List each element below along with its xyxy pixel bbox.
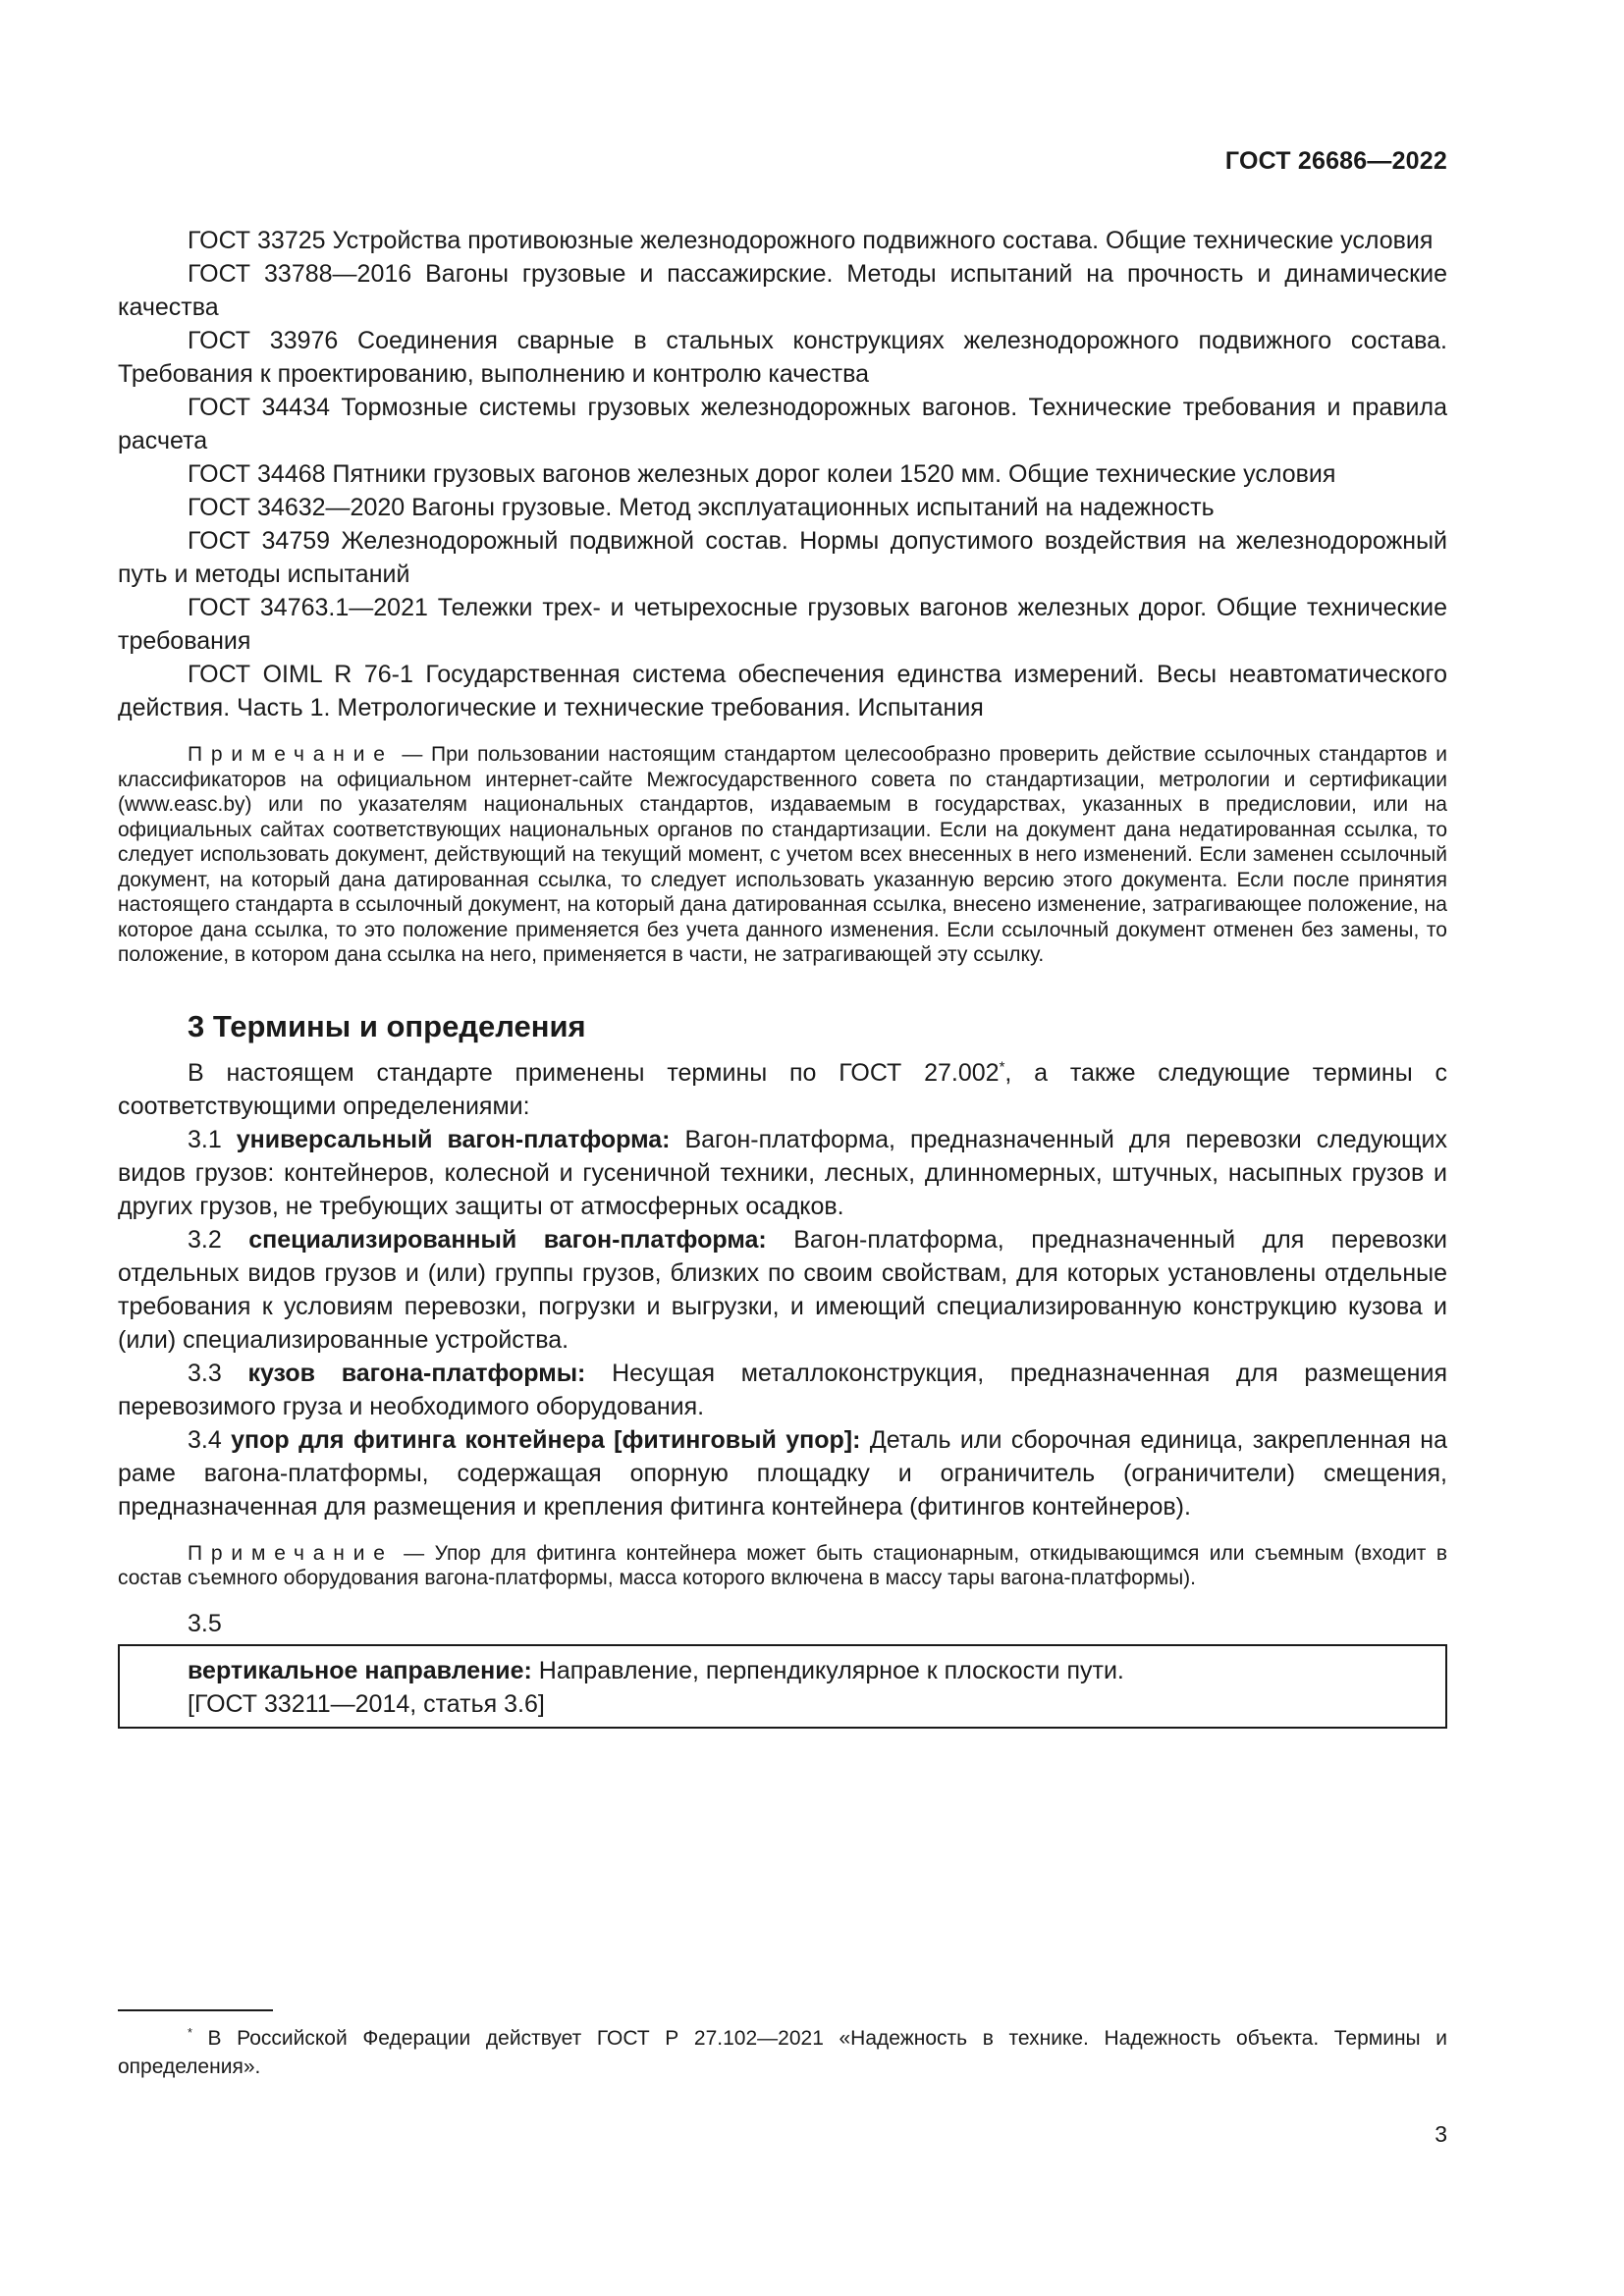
- term-name: вертикальное направление:: [188, 1656, 532, 1684]
- reference-item: ГОСТ 33725 Устройства противоюзные железнодорожного подвижного состава. Общие технические условия: [188, 227, 1434, 254]
- term-definition: Направление, перпендикулярное к плоскости пути.: [531, 1656, 1124, 1684]
- term-number: 3.1: [188, 1125, 237, 1153]
- term-definition: Вагон-платформа, предназначенный для перевозки отдельных видов грузов и (или) группы грузов, близких по своим свойствам, для которых установлены отдельные требования к условиям перевозки, погрузки и выгрузки, и имеющий специализированную конструкцию кузова и (или) специализированные устройства.: [118, 1225, 1448, 1354]
- term-entry: [118, 1423, 1447, 1523]
- reference-item: ГОСТ 33976 Соединения сварные в стальных конструкциях железнодорожного подвижного состава. Требования к проектированию, выполнению и контролю качества: [118, 327, 1447, 388]
- term-name: кузов вагона-платформы:: [247, 1359, 586, 1387]
- page-number: 3: [1435, 2121, 1447, 2147]
- term-number: 3.5: [188, 1609, 222, 1637]
- term-definition: Несущая металлоконструкция, предназначенная для размещения перевозимого груза и необходимого оборудования.: [118, 1359, 1447, 1420]
- reference-item: ГОСТ 34434 Тормозные системы грузовых железнодорожных вагонов. Технические требования и правила расчета: [118, 394, 1447, 454]
- note-text: — При пользовании настоящим стандартом целесообразно проверить действие ссылочных стандартов и классификаторов на официальном интернет-сайте Межгосударственного совета по стандартизации, метрологии и сертификации (www.easc.by) или по указателям национальных стандартов, издаваемым в государствах, указанных в предисловии, или на официальных сайтах соответствующих национальных органов по стандартизации. Если на документ дана недатированная ссылка, то следует использовать документ, действующий на текущий момент, с учетом всех внесенных в него изменений. Если заменен ссылочный документ, на который дана датированная ссылка, то следует использовать указанную версию этого документа. Если после принятия настоящего стандарта в ссылочный документ, на который дана датированная ссылка, внесено изменение, затрагивающее положение, на которое дана ссылка, то это положение применяется без учета данного изменения. Если ссылочный документ отменен без замены, то положение, в котором дана ссылка на него, применяется в части, не затрагивающей эту ссылку.: [118, 743, 1447, 966]
- note-label: Примечание: [188, 743, 394, 766]
- note-text: — Упор для фитинга контейнера может быть стационарным, откидывающимся или съемным (входит в состав съемного оборудования вагона-платформы, масса которого включена в массу тары вагона-платформы).: [118, 1541, 1447, 1589]
- term-source: [ГОСТ 33211—2014, статья 3.6]: [188, 1689, 545, 1718]
- reference-item: ГОСТ OIML R 76-1 Государственная система обеспечения единства измерений. Весы неавтоматического действия. Часть 1. Метрологические и технические требования. Испытания: [118, 661, 1447, 721]
- section-title: 3 Термины и определения: [188, 1008, 586, 1043]
- reference-item: ГОСТ 34759 Железнодорожный подвижной состав. Нормы допустимого воздействия на железнодорожный путь и методы испытаний: [118, 527, 1447, 588]
- reference-item: ГОСТ 33788—2016 Вагоны грузовые и пассажирские. Методы испытаний на прочность и динамические качества: [118, 260, 1447, 321]
- section-intro: [118, 1056, 1447, 1123]
- footnote-marker: *: [999, 1058, 1005, 1076]
- intro-text: В настоящем стандарте применены термины по ГОСТ 27.002: [188, 1058, 1000, 1087]
- term-number: 3.2: [188, 1225, 249, 1254]
- term-name: универсальный вагон-платформа:: [236, 1125, 671, 1153]
- reference-item: ГОСТ 34632—2020 Вагоны грузовые. Метод эксплуатационных испытаний на надежность: [188, 494, 1215, 521]
- quoted-term-box: [118, 1644, 1447, 1729]
- reference-item: ГОСТ 34468 Пятники грузовых вагонов железных дорог колеи 1520 мм. Общие технические условия: [188, 460, 1336, 488]
- footnote-marker: *: [188, 2026, 192, 2040]
- term-entry: [118, 1357, 1447, 1423]
- term-name: специализированный вагон-платформа:: [248, 1225, 767, 1254]
- intro-text-cont: , а также следующие термины с соответствующими определениями:: [118, 1058, 1447, 1120]
- references-note: [118, 742, 1447, 968]
- normative-references-list: [118, 224, 1447, 724]
- footnote-text: В Российской Федерации действует ГОСТ Р 27.102—2021 «Надежность в технике. Надежность объекта. Термины и определения».: [118, 2027, 1447, 2078]
- term-name: упор для фитинга контейнера [фитинговый упор]:: [231, 1425, 861, 1454]
- document-header: ГОСТ 26686—2022: [1224, 147, 1447, 175]
- footnote-divider: [118, 2009, 273, 2011]
- term-number: 3.4: [188, 1425, 232, 1454]
- term-definition: Вагон-платформа, предназначенный для перевозки следующих видов грузов: контейнеров, колесной и гусеничной техники, лесных, длинномерных, штучных, насыпных грузов и других грузов, не требующих защиты от атмосферных осадков.: [118, 1125, 1448, 1220]
- reference-item: ГОСТ 34763.1—2021 Тележки трех- и четырехосные грузовых вагонов железных дорог. Общие технические требования: [118, 594, 1447, 655]
- boxed-term-line: [134, 1654, 1432, 1687]
- term-definition: Деталь или сборочная единица, закрепленная на раме вагона-платформы, содержащая опорную площадку и ограничитель (ограничители) смещения, предназначенная для размещения и крепления фитинга контейнера (фитингов контейнеров).: [118, 1425, 1447, 1521]
- note-label: Примечание: [188, 1541, 394, 1565]
- term-entry: [118, 1223, 1447, 1357]
- page-content: [118, 224, 1447, 1729]
- term-entry: [118, 1123, 1447, 1223]
- term-number: 3.3: [188, 1359, 248, 1387]
- footnote: [118, 2024, 1447, 2081]
- term-note: [118, 1541, 1447, 1591]
